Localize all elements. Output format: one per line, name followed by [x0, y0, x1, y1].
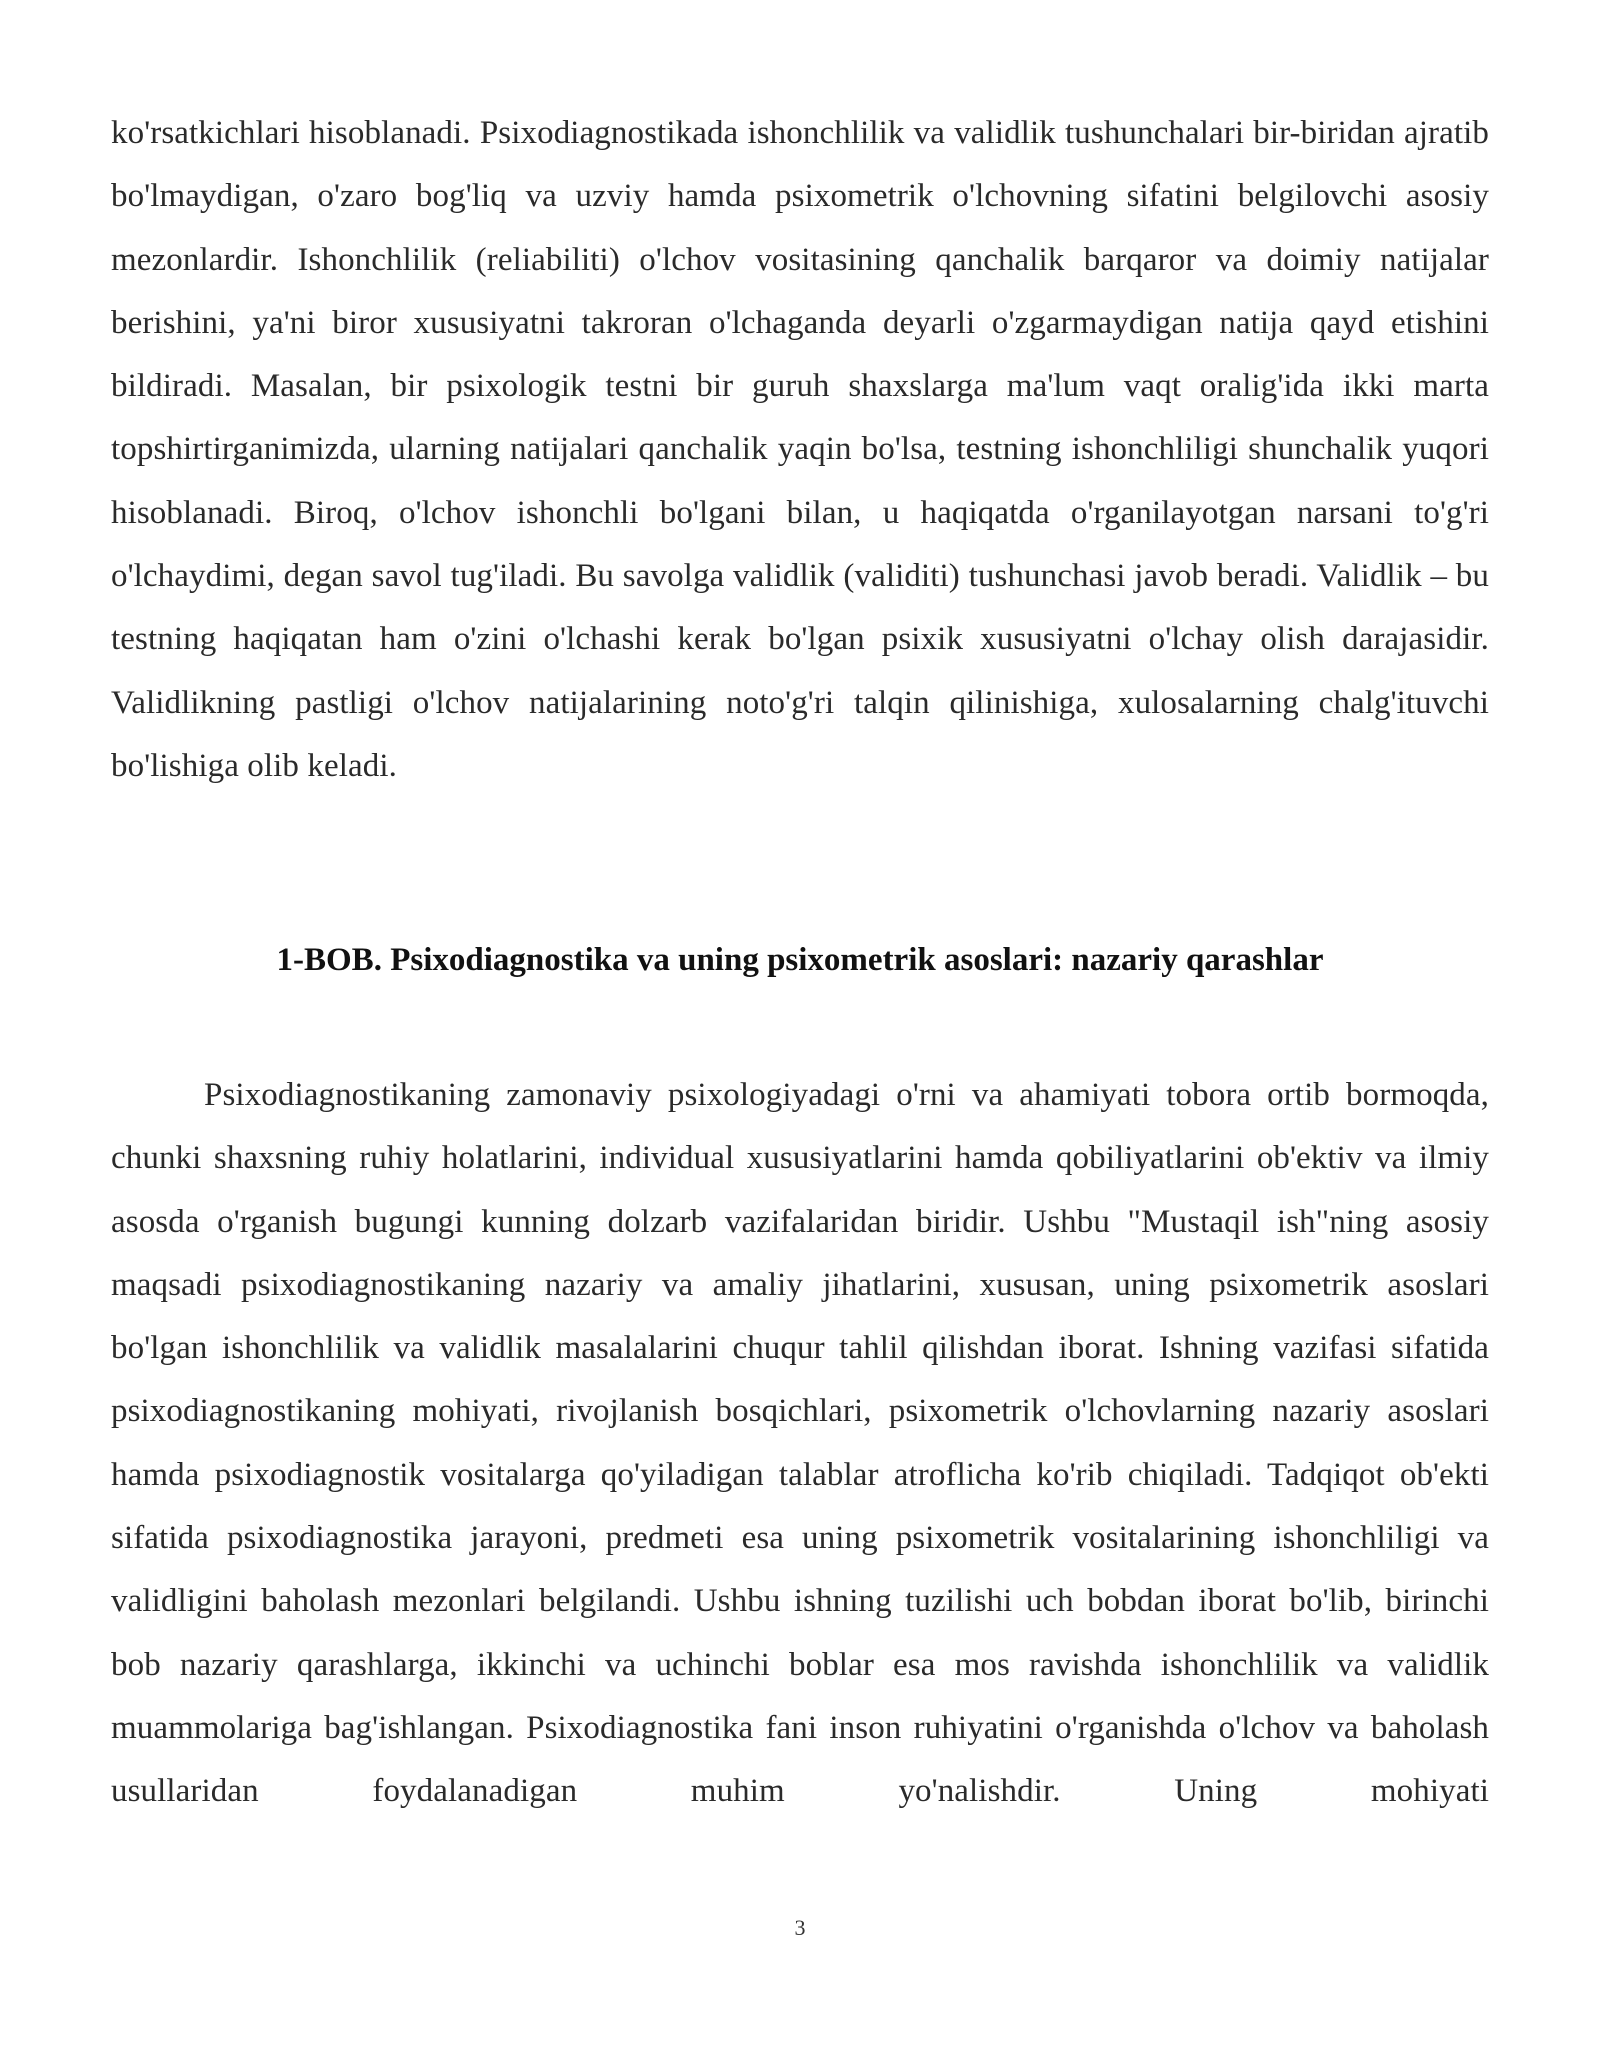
body-paragraph-continued: ko'rsatkichlari hisoblanadi. Psixodiagnostikada ishonchlilik va validlik tushunchalari bir-biridan ajratib bo'lmaydigan, o'zaro bog'liq va uzviy hamda psixometrik o'lchovning sifatini belgilovchi asosiy mezonlardir. Ishonchlilik (reliabiliti) o'lchov vositasining qanchalik barqaror va doimiy natijalar berishini, ya'ni biror xususiyatni takroran o'lchaganda deyarli o'zgarmaydigan natija qayd etishini bildiradi. Masalan, bir psixologik testni bir guruh shaxslarga ma'lum vaqt oralig'ida ikki marta topshirtirganimizda, ularning natijalari qanchalik yaqin bo'lsa, testning ishonchliligi shunchalik yuqori hisoblanadi. Biroq, o'lchov ishonchli bo'lgani bilan, u haqiqatda o'rganilayotgan narsani to'g'ri o'lchaydimi, degan savol tug'iladi. Bu savolga validlik (validiti) tushunchasi javob beradi. Validlik – bu testning haqiqatan ham o'zini o'lchashi kerak bo'lgan psixik xususiyatni o'lchay olish darajasidir. Validlikning pastligi o'lchov natijalarining noto'g'ri talqin qilinishiga, xulosalarning chalg'ituvchi bo'lishiga olib keladi. [111, 115, 1489, 784]
body-paragraph-intro: Psixodiagnostikaning zamonaviy psixologiyadagi o'rni va ahamiyati tobora ortib bormoqda, chunki shaxsning ruhiy holatlarini, individual xususiyatlarini hamda qobiliyatlarini ob'ektiv va ilmiy asosda o'rganish bugungi kunning dolzarb vazifalaridan biridir. Ushbu "Mustaqil ish"ning asosiy maqsadi psixodiagnostikaning nazariy va amaliy jihatlarini, xususan, uning psixometrik asoslari bo'lgan ishonchlilik va validlik masalalarini chuqur tahlil qilishdan iborat. Ishning vazifasi sifatida psixodiagnostikaning mohiyati, rivojlanish bosqichlari, psixometrik o'lchovlarning nazariy asoslari hamda psixodiagnostik vositalarga qo'yiladigan talablar atroflicha ko'rib chiqiladi. Tadqiqot ob'ekti sifatida psixodiagnostika jarayoni, predmeti esa uning psixometrik vositalarining ishonchliligi va validligini baholash mezonlari belgilandi. Ushbu ishning tuzilishi uch bobdan iborat bo'lib, birinchi bob nazariy qarashlarga, ikkinchi va uchinchi boblar esa mos ravishda ishonchlilik va validlik muammolariga bag'ishlangan. Psixodiagnostika fani inson ruhiyatini o'rganishda o'lchov va baholash usullaridan foydalanadigan muhim yo'nalishdir. Uning mohiyati [111, 1077, 1489, 1810]
page-number: 3 [794, 1915, 806, 1940]
chapter-heading: 1-BOB. Psixodiagnostika va uning psixometrik asoslari: nazariy qarashlar [276, 942, 1324, 978]
